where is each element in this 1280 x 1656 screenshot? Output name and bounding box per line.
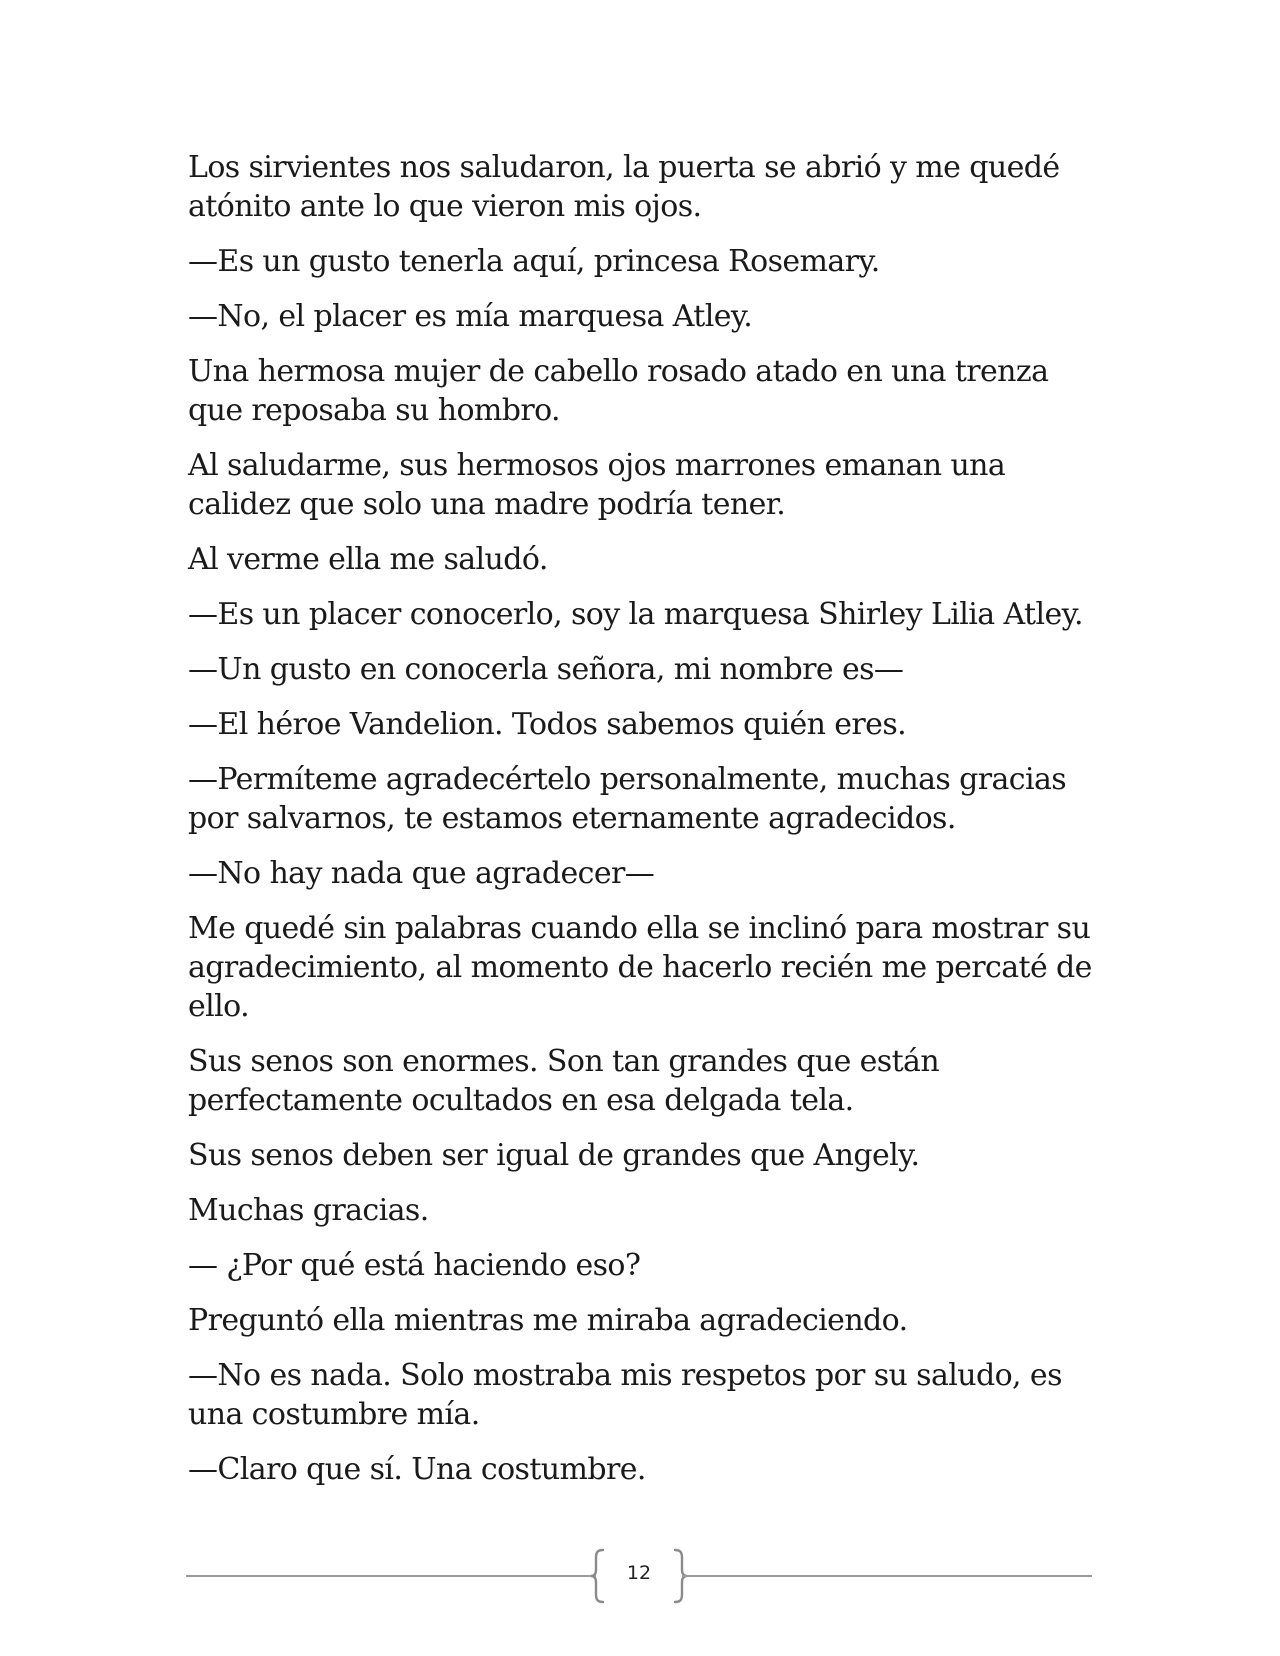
footer-rule-right <box>682 1575 1092 1577</box>
page-number: 12 <box>626 1562 652 1584</box>
left-brace-icon <box>589 1546 607 1606</box>
paragraph: —Un gusto en conocerla señora, mi nombre es— <box>188 652 904 687</box>
paragraph: —No, el placer es mía marquesa Atley. <box>188 299 753 334</box>
paragraph: Preguntó ella mientras me miraba agradeciendo. <box>188 1303 908 1338</box>
paragraph: Muchas gracias. <box>188 1193 429 1228</box>
paragraph: Al saludarme, sus hermosos ojos marrones emanan una calidez que solo una madre podría tener. <box>188 448 1006 522</box>
page-body <box>188 148 1093 1505</box>
paragraph: —Es un gusto tenerla aquí, princesa Rosemary. <box>188 244 880 279</box>
paragraph: Sus senos son enormes. Son tan grandes que están perfectamente ocultados en esa delgada tela. <box>188 1044 940 1118</box>
paragraph: —Es un placer conocerlo, soy la marquesa Shirley Lilia Atley. <box>188 597 1083 632</box>
paragraph: Los sirvientes nos saludaron, la puerta se abrió y me quedé atónito ante lo que vieron mis ojos. <box>188 150 1060 224</box>
footer-rule-left <box>186 1575 596 1577</box>
paragraph: Al verme ella me saludó. <box>188 542 548 577</box>
paragraph: — ¿Por qué está haciendo eso? <box>188 1248 641 1283</box>
paragraph: Una hermosa mujer de cabello rosado atado en una trenza que reposaba su hombro. <box>188 354 1049 428</box>
paragraph: —No es nada. Solo mostraba mis respetos por su saludo, es una costumbre mía. <box>188 1358 1062 1432</box>
paragraph: —Claro que sí. Una costumbre. <box>188 1452 646 1487</box>
paragraph: —No hay nada que agradecer— <box>188 856 655 891</box>
paragraph: —El héroe Vandelion. Todos sabemos quién eres. <box>188 707 907 742</box>
paragraph: Me quedé sin palabras cuando ella se inclinó para mostrar su agradecimiento, al momento de hacerlo recién me percaté de ello. <box>188 911 1092 1024</box>
paragraph: Sus senos deben ser igual de grandes que Angely. <box>188 1138 920 1173</box>
page-footer <box>186 1546 1092 1606</box>
paragraph: —Permíteme agradecértelo personalmente, muchas gracias por salvarnos, te estamos eternamente agradecidos. <box>188 762 1067 836</box>
